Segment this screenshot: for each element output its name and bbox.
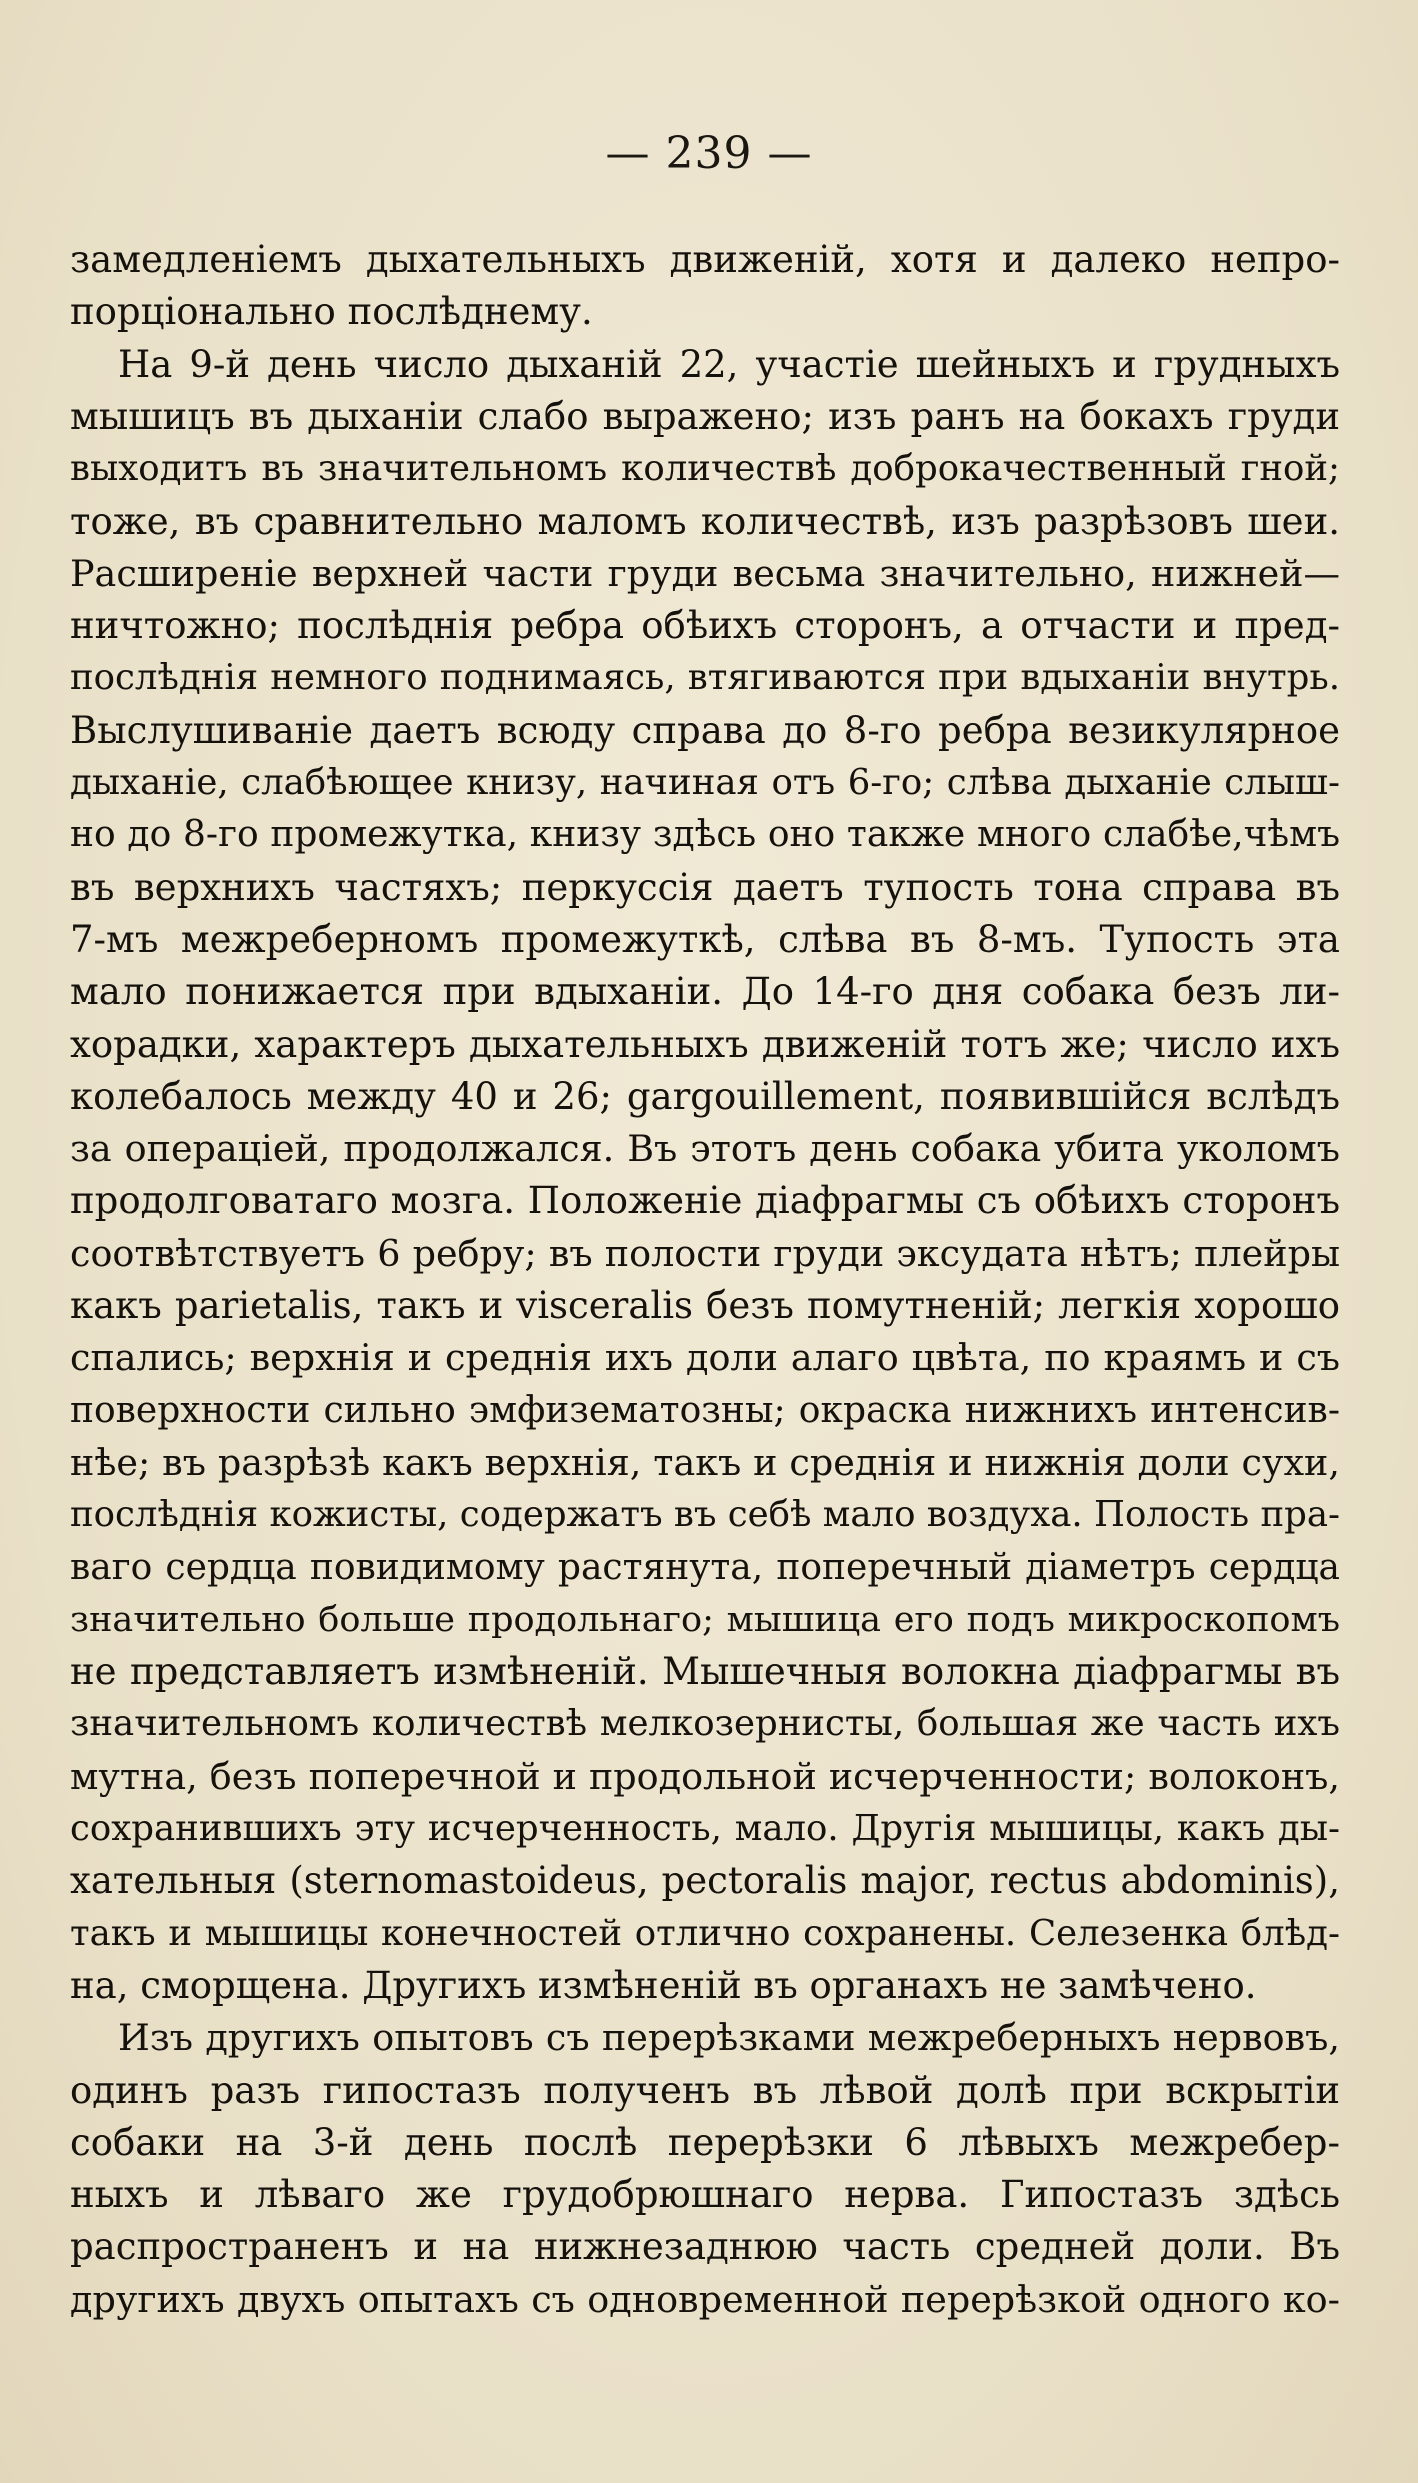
text-line: такъ и мышицы конечностей отлично сохранены. Селезенка блѣд- xyxy=(70,1913,1340,1954)
page-number: — 239 — xyxy=(605,128,813,179)
text-line: спались; верхнія и среднія ихъ доли алаго цвѣта, по краямъ и съ xyxy=(70,1336,1340,1379)
text-line: ваго сердца повидимому растянута, поперечный діаметръ сердца xyxy=(70,1547,1340,1588)
text-line: Выслушиваніе даетъ всюду справа до 8-го ребра везикулярное xyxy=(70,709,1340,752)
text-line: на, сморщена. Другихъ измѣненій въ органахъ не замѣчено. xyxy=(70,1964,1257,2007)
text-line: но до 8-го промежутка, книзу здѣсь оно также много слабѣе,чѣмъ xyxy=(70,814,1340,855)
text-line: выходитъ въ значительномъ количествѣ доброкачественный гной; xyxy=(70,448,1340,489)
text-line: мутна, безъ поперечной и продольной исчерченности; волоконъ, xyxy=(70,1755,1340,1798)
text-line: ничтожно; послѣднія ребра обѣихъ сторонъ, а отчасти и пред- xyxy=(70,604,1340,647)
text-line: мало понижается при вдыханіи. До 14-го дня собака безъ ли- xyxy=(70,970,1340,1013)
text-line: Изъ другихъ опытовъ съ перерѣзками межреберныхъ нервовъ, xyxy=(118,2016,1340,2059)
text-line: На 9-й день число дыханій 22, участіе шейныхъ и грудныхъ xyxy=(118,343,1340,386)
text-line: поверхности сильно эмфизематозны; окраска нижнихъ интенсив- xyxy=(70,1390,1340,1431)
text-line: мышицъ въ дыханіи слабо выражено; изъ ранъ на бокахъ груди xyxy=(70,395,1340,438)
text-line: значительномъ количествѣ мелкозернисты, большая же часть ихъ xyxy=(70,1703,1340,1744)
text-line: послѣднія немного поднимаясь, втягиваются при вдыханіи внутрь. xyxy=(70,657,1340,698)
text-line: послѣднія кожисты, содержатъ въ себѣ мало воздуха. Полость пра- xyxy=(70,1494,1340,1535)
text-line: одинъ разъ гипостазъ полученъ въ лѣвой долѣ при вскрытіи xyxy=(70,2069,1340,2112)
text-line: значительно больше продольнаго; мышица его подъ микроскопомъ xyxy=(70,1600,1340,1640)
text-line: другихъ двухъ опытахъ съ одновременной перерѣзкой одного ко- xyxy=(70,2278,1340,2321)
text-line: собаки на 3-й день послѣ перерѣзки 6 лѣвыхъ межребер- xyxy=(70,2121,1340,2164)
text-line: распространенъ и на нижнезаднюю часть средней доли. Въ xyxy=(70,2225,1340,2268)
text-line: дыханіе, слабѣющее книзу, начиная отъ 6-го; слѣва дыханіе слыш- xyxy=(70,762,1340,803)
text-line: хательныя (sternomastoideus, pectoralis major, rectus abdominis), xyxy=(70,1859,1340,1902)
text-line: хорадки, характеръ дыхательныхъ движеній тотъ же; число ихъ xyxy=(70,1023,1340,1066)
text-line: нѣе; въ разрѣзѣ какъ верхнія, такъ и среднія и нижнія доли сухи, xyxy=(70,1441,1340,1484)
text-line: ныхъ и лѣваго же грудобрюшнаго нерва. Гипостазъ здѣсь xyxy=(70,2173,1340,2216)
text-line: соотвѣтствуетъ 6 ребру; въ полости груди эксудата нѣтъ; плейры xyxy=(70,1232,1340,1275)
text-line: какъ parietalis, такъ и visceralis безъ помутненій; легкія хорошо xyxy=(70,1284,1340,1327)
text-line: порціонально послѣднему. xyxy=(70,290,593,333)
text-line: 7-мъ межреберномъ промежуткѣ, слѣва въ 8-мъ. Тупость эта xyxy=(70,918,1340,961)
text-line: не представляетъ измѣненій. Мышечныя волокна діафрагмы въ xyxy=(70,1650,1340,1693)
text-line: замедленіемъ дыхательныхъ движеній, хотя и далеко непро- xyxy=(70,238,1340,281)
text-line: Расширеніе верхней части груди весьма значительно, нижней— xyxy=(70,552,1340,595)
text-line: за операціей, продолжался. Въ этотъ день собака убита уколомъ xyxy=(70,1127,1340,1170)
text-line: колебалось между 40 и 26; gargouillement, появившійся вслѣдъ xyxy=(70,1075,1340,1118)
text-line: въ верхнихъ частяхъ; перкуссія даетъ тупость тона справа въ xyxy=(70,866,1340,909)
text-line: продолговатаго мозга. Положеніе діафрагмы съ обѣихъ сторонъ xyxy=(70,1179,1340,1222)
text-line: сохранившихъ эту исчерченность, мало. Другія мышицы, какъ ды- xyxy=(70,1808,1340,1849)
text-line: тоже, въ сравнительно маломъ количествѣ, изъ разрѣзовъ шеи. xyxy=(70,500,1340,543)
